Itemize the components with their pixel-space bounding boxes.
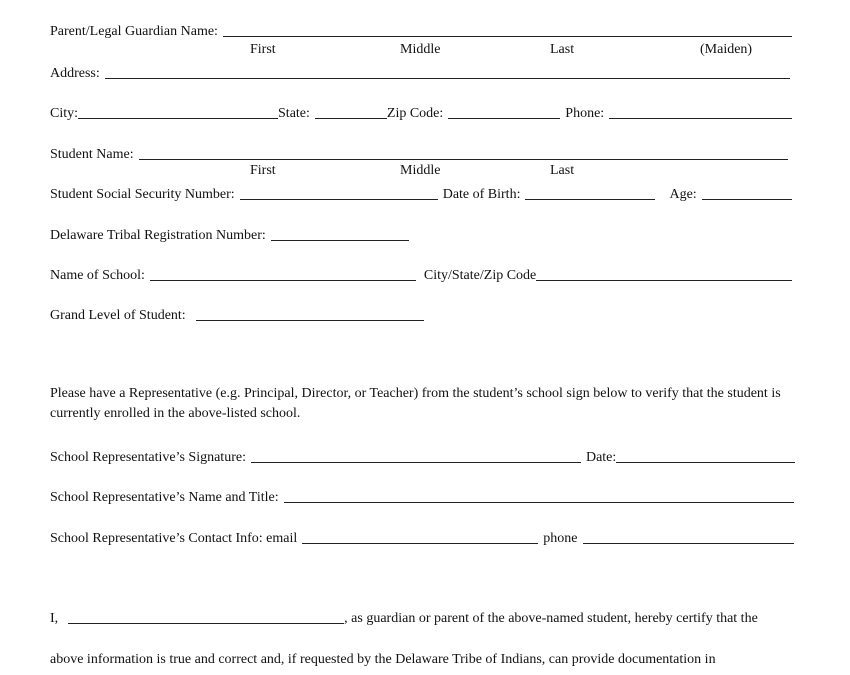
phone-label: Phone: [565, 106, 605, 121]
city-state-zip-phone-row [50, 102, 792, 122]
signature-date-field[interactable] [616, 462, 795, 463]
signature-field[interactable] [251, 462, 581, 463]
guardian-middle-sublabel: Middle [400, 42, 441, 57]
tribal-registration-field[interactable] [271, 240, 409, 241]
guardian-maiden-sublabel: (Maiden) [700, 42, 753, 57]
phone-field[interactable] [609, 118, 792, 119]
address-field[interactable] [105, 78, 790, 79]
student-middle-sublabel: Middle [400, 163, 441, 178]
city-field[interactable] [78, 118, 278, 119]
certifier-name-field[interactable] [68, 623, 344, 624]
zip-field[interactable] [448, 118, 560, 119]
dob-field[interactable] [525, 199, 655, 200]
grade-level-field[interactable] [196, 320, 424, 321]
school-name-label: Name of School: [50, 268, 145, 283]
zip-label: Zip Code: [386, 106, 444, 121]
tribal-registration-label: Delaware Tribal Registration Number: [50, 228, 266, 243]
ssn-label: Student Social Security Number: [50, 187, 235, 202]
guardian-last-sublabel: Last [550, 42, 575, 57]
guardian-first-sublabel: First [250, 42, 276, 57]
ssn-field[interactable] [240, 199, 438, 200]
dob-label: Date of Birth: [442, 187, 521, 202]
rep-contact-row [50, 527, 794, 547]
certification-line-1 [50, 607, 792, 627]
guardian-name-field[interactable] [223, 36, 792, 37]
school-city-state-zip-label: City/State/Zip Code [423, 268, 537, 283]
student-first-sublabel: First [250, 163, 276, 178]
state-label: State: [278, 106, 310, 121]
tribal-registration-row [50, 224, 792, 244]
signature-label: School Representative’s Signature: [50, 450, 246, 465]
address-label: Address: [50, 66, 100, 81]
guardian-name-row [50, 20, 792, 40]
rep-name-title-row [50, 486, 794, 506]
rep-name-title-label: School Representative’s Name and Title: [50, 490, 279, 505]
age-label: Age: [669, 187, 697, 202]
signature-date-label: Date: [585, 450, 617, 465]
certification-prefix: I, [50, 611, 59, 626]
rep-phone-label: phone [543, 531, 578, 546]
rep-phone-field[interactable] [583, 543, 795, 544]
certification-statement: , as guardian or parent of the above-named student, hereby certify that the [344, 611, 758, 626]
school-name-field[interactable] [150, 280, 416, 281]
signature-row [50, 446, 795, 466]
ssn-dob-age-row [50, 183, 792, 203]
guardian-name-label: Parent/Legal Guardian Name: [50, 24, 218, 39]
school-city-state-zip-field[interactable] [536, 280, 792, 281]
student-last-sublabel: Last [550, 163, 575, 178]
student-name-label: Student Name: [50, 147, 134, 162]
student-name-field[interactable] [139, 159, 788, 160]
rep-email-field[interactable] [302, 543, 538, 544]
state-field[interactable] [315, 118, 387, 119]
grade-level-label: Grand Level of Student: [50, 308, 186, 323]
age-field[interactable] [702, 199, 792, 200]
certification-continuation: above information is true and correct and, if requested by the Delaware Tribe of Indians, can provide documentation in [50, 652, 716, 667]
certification-line-2 [50, 648, 810, 668]
verification-instructions: Please have a Representative (e.g. Principal, Director, or Teacher) from the student’s school sign below to verify that the student is currently enrolled in the above-listed school. [50, 386, 781, 421]
city-label: City: [50, 106, 79, 121]
rep-contact-email-label: School Representative’s Contact Info: email [50, 531, 298, 546]
address-row [50, 62, 790, 82]
grade-level-row [50, 304, 792, 324]
rep-name-title-field[interactable] [284, 502, 794, 503]
school-row [50, 264, 792, 284]
student-name-row [50, 143, 788, 163]
